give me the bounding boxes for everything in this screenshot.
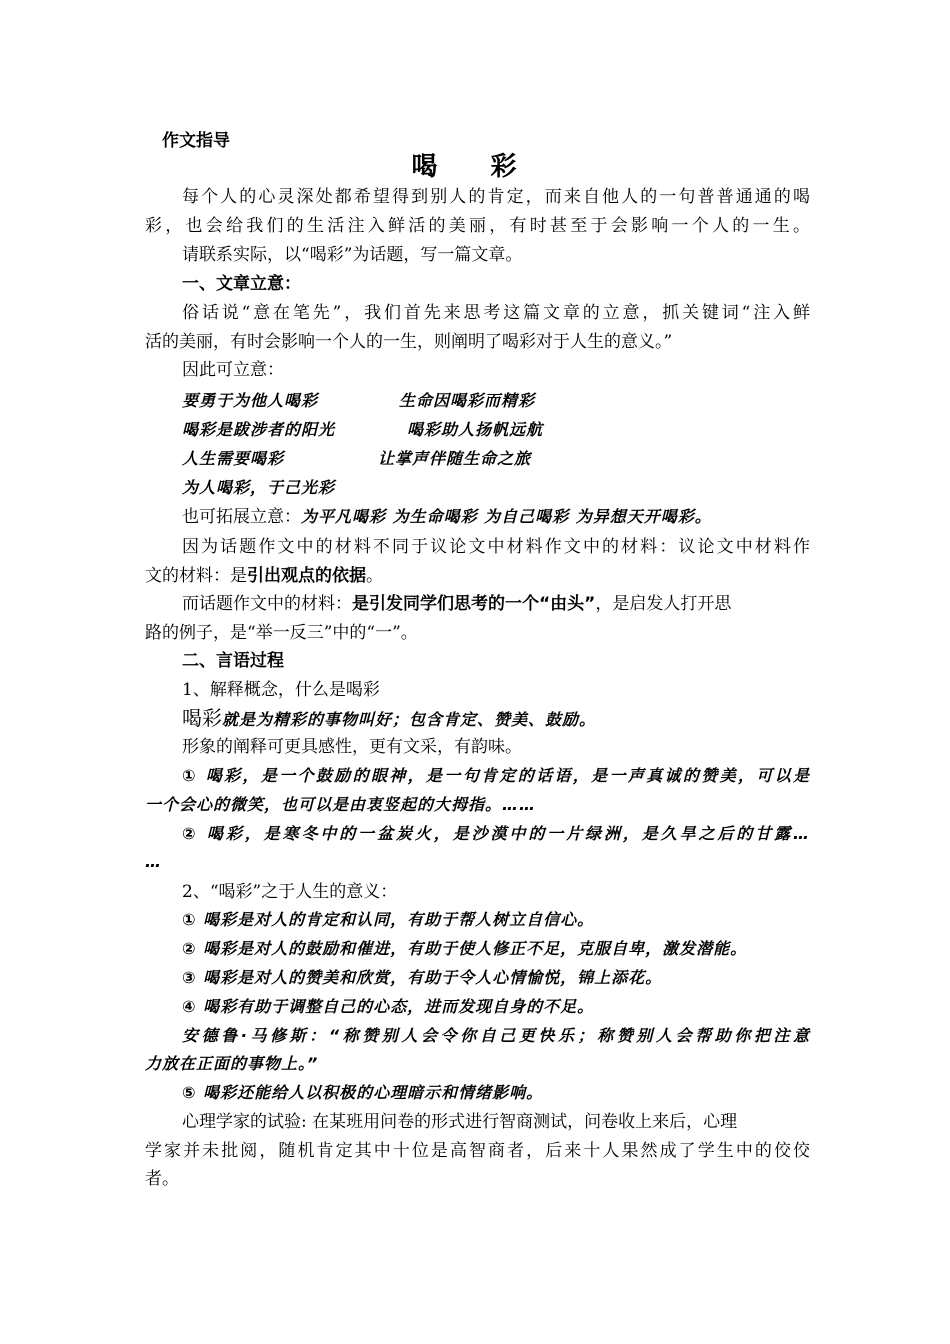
header-label: 作文指导 bbox=[162, 131, 230, 151]
section1-para1-line2: 活的美丽，有时会影响一个人的一生，则阐明了喝彩对于人生的意义。” bbox=[145, 332, 673, 352]
para4-text: 而话题作文中的材料： bbox=[182, 594, 352, 614]
prompt-line-1: 每个人的心灵深处都希望得到别人的肯定，而来自他人的一句普普通通的喝 bbox=[182, 187, 810, 207]
para4-emphasis: 是引发同学们思考的一个“由头” bbox=[352, 594, 596, 614]
example2-line1: ② 喝彩，是寒冬中的一盆炭火，是沙漠中的一片绿洲，是久旱之后的甘露… bbox=[182, 824, 810, 843]
experiment-line3: 者。 bbox=[145, 1169, 179, 1189]
theme-item: 喝彩助人扬帆远航 bbox=[407, 420, 544, 439]
section2-heading: 二、言语过程 bbox=[182, 651, 284, 671]
theme-item: 生命因喝彩而精彩 bbox=[399, 391, 536, 410]
theme-item: 人生需要喝彩 bbox=[182, 449, 285, 468]
para3-end: 。 bbox=[366, 566, 383, 586]
para3-text: 文的材料：是 bbox=[145, 566, 247, 586]
example2-line2: … bbox=[145, 852, 162, 871]
page-title: 喝 彩 bbox=[411, 152, 539, 182]
example1-line1: ① 喝彩，是一个鼓励的眼神，是一句肯定的话语，是一声真诚的赞美，可以是 bbox=[182, 766, 810, 785]
definition-word: 喝彩 bbox=[182, 706, 222, 730]
definition-line bbox=[182, 704, 810, 734]
prompt-line-3: 请联系实际，以“喝彩”为话题，写一篇文章。 bbox=[182, 245, 523, 265]
meaning-item: ③ 喝彩是对人的赞美和欣赏，有助于令人心情愉悦，锦上添花。 bbox=[182, 968, 663, 987]
theme-row-2 bbox=[182, 416, 810, 444]
para4-text-end: ，是启发人打开思 bbox=[595, 594, 732, 614]
definition-text: 就是为精彩的事物叫好；包含肯定、赞美、鼓励。 bbox=[222, 710, 597, 729]
theme-row-4 bbox=[182, 474, 810, 502]
theme-row-1 bbox=[182, 387, 810, 415]
meaning-item-5: ⑤ 喝彩还能给人以积极的心理暗示和情绪影响。 bbox=[182, 1083, 544, 1102]
section1-para4-line2: 路的例子，是“举一反三”中的“一”。 bbox=[145, 623, 418, 643]
section1-para3-line1: 因为话题作文中的材料不同于议论文中材料作文中的材料：议论文中材料作 bbox=[182, 537, 810, 557]
experiment-line1 bbox=[182, 1108, 810, 1136]
section1-para3-line2 bbox=[145, 562, 810, 590]
extend-line bbox=[182, 503, 810, 531]
theme-item: 为人喝彩，于己光彩 bbox=[182, 478, 336, 497]
section1-heading: 一、文章立意： bbox=[182, 274, 301, 294]
section2-sub2: 2、“喝彩”之于人生的意义： bbox=[182, 882, 398, 902]
quote-line1: 安德鲁·马修斯：“称赞别人会令你自己更快乐；称赞别人会帮助你把注意 bbox=[182, 1026, 810, 1045]
quote-line2: 力放在正面的事物上。” bbox=[145, 1054, 319, 1073]
experiment-line2: 学家并未批阅，随机肯定其中十位是高智商者，后来十人果然成了学生中的佼佼 bbox=[145, 1141, 810, 1161]
meaning-item: ② 喝彩是对人的鼓励和催进，有助于使人修正不足，克服自卑，激发潜能。 bbox=[182, 939, 748, 958]
section1-para2: 因此可立意： bbox=[182, 360, 284, 380]
theme-item: 要勇于为他人喝彩 bbox=[182, 391, 319, 410]
meaning-item: ① 喝彩是对人的肯定和认同，有助于帮人树立自信心。 bbox=[182, 910, 595, 929]
theme-row-3 bbox=[182, 445, 810, 473]
section1-para1-line1: 俗话说“意在笔先”，我们首先来思考这篇文章的立意，抓关键词“注入鲜 bbox=[182, 303, 810, 323]
theme-item: 喝彩是跋涉者的阳光 bbox=[182, 420, 336, 439]
section2-sub1: 1、解释概念，什么是喝彩 bbox=[182, 680, 380, 700]
para3-emphasis: 引出观点的依据 bbox=[247, 566, 366, 586]
meaning-item: ④ 喝彩有助于调整自己的心态，进而发现自身的不足。 bbox=[182, 997, 595, 1016]
experiment-text: : 在某班用问卷的形式进行智商测试，问卷收上来后，心理 bbox=[301, 1112, 738, 1132]
example1-line2: 一个会心的微笑，也可以是由衷竖起的大拇指。…… bbox=[145, 795, 537, 814]
experiment-label: 心理学家的试验 bbox=[182, 1112, 301, 1132]
image-line: 形象的阐释可更具感性，更有文采，有韵味。 bbox=[182, 737, 522, 757]
extend-text: 为平凡喝彩 为生命喝彩 为自己喝彩 为异想天开喝彩。 bbox=[301, 507, 712, 526]
prompt-line-2: 彩，也会给我们的生活注入鲜活的美丽，有时甚至于会影响一个人的一生。 bbox=[145, 216, 810, 236]
extend-label: 也可拓展立意： bbox=[182, 507, 301, 527]
theme-item: 让掌声伴随生命之旅 bbox=[378, 449, 532, 468]
section1-para4-line1 bbox=[182, 590, 810, 618]
